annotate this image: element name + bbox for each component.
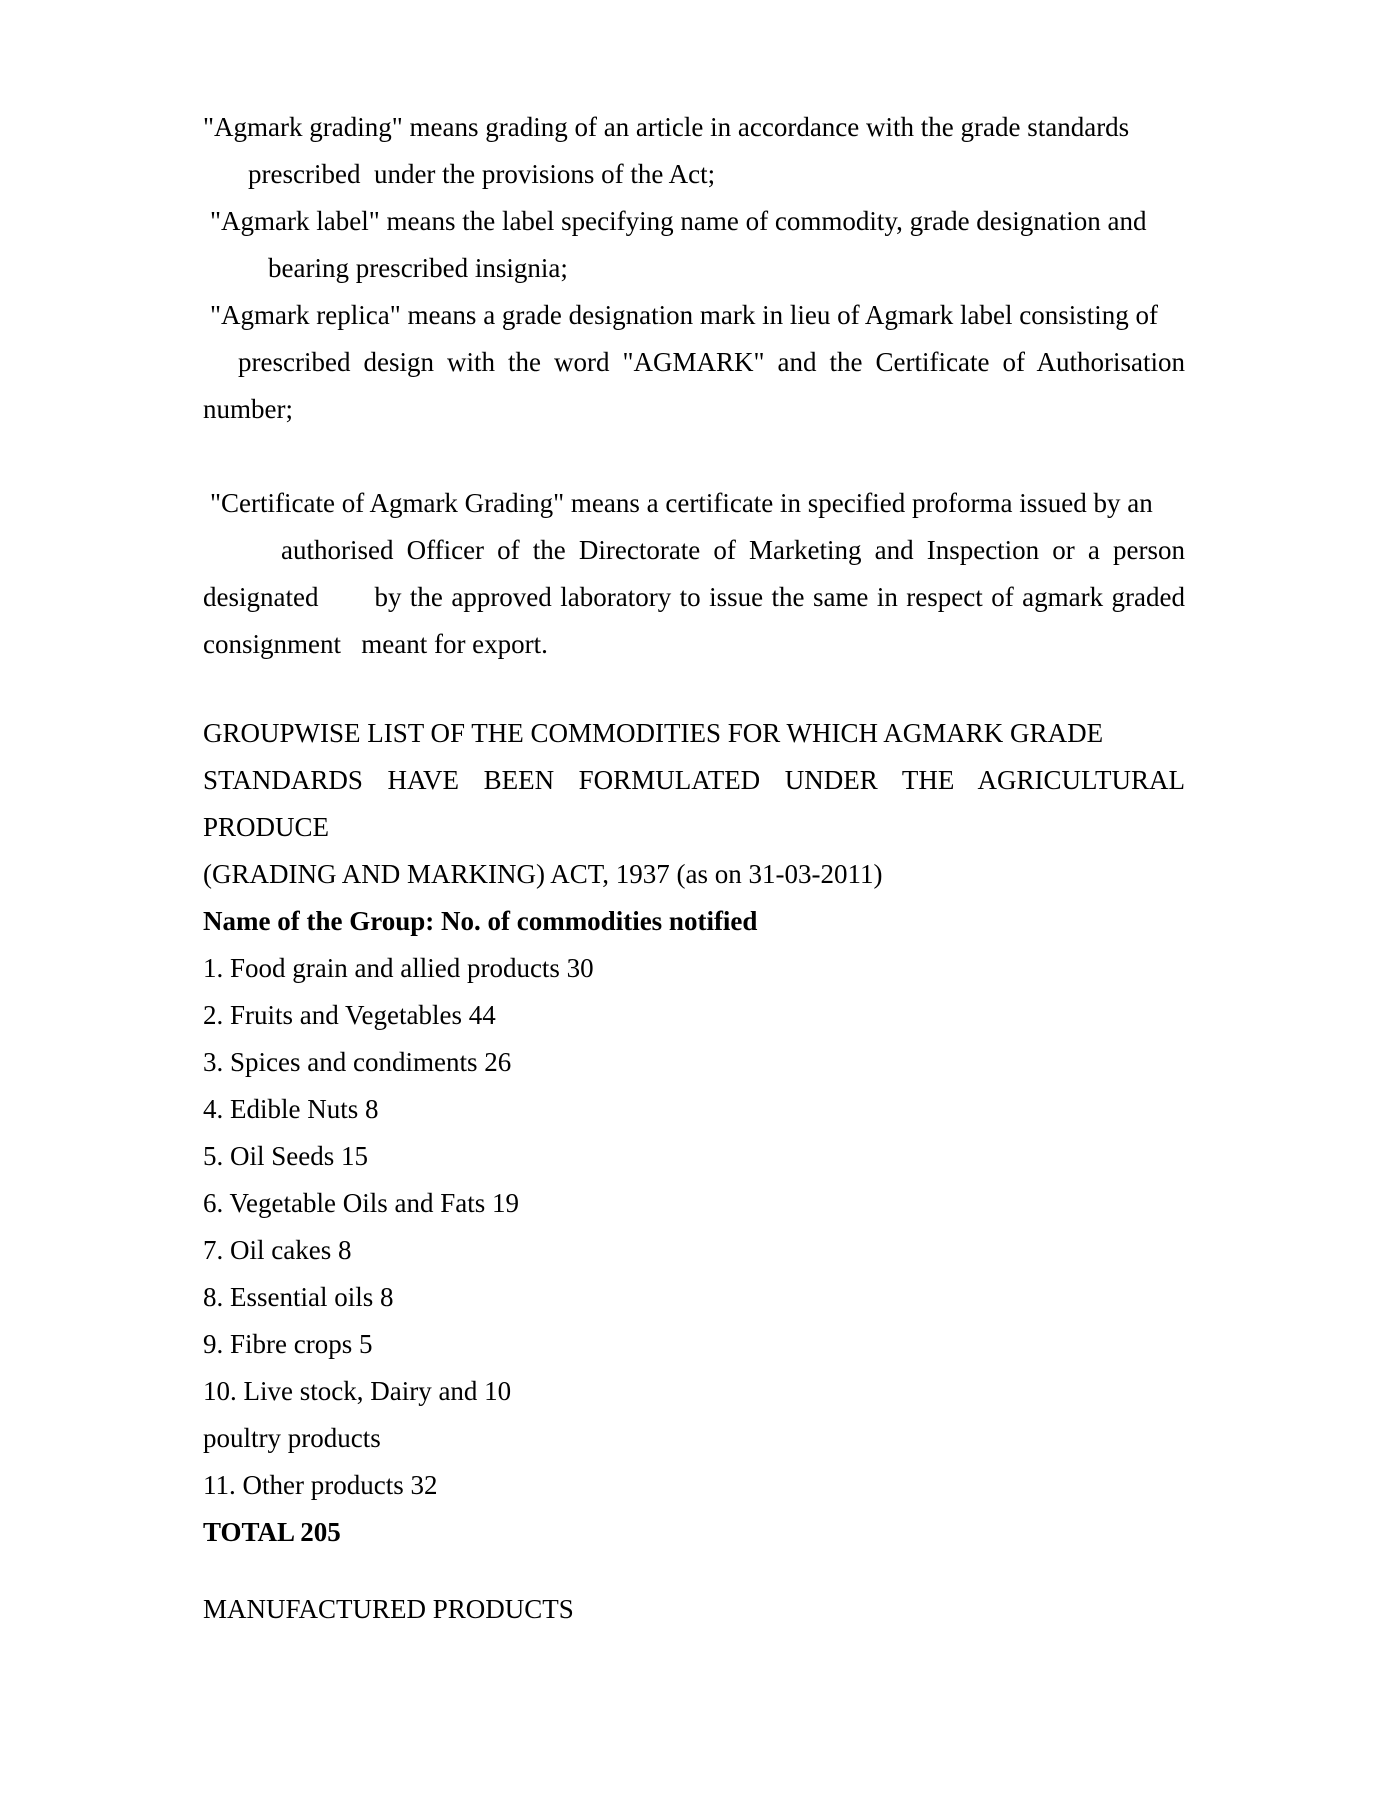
groupwise-heading-line-1: GROUPWISE LIST OF THE COMMODITIES FOR WHICH AGMARK GRADE [203,718,1104,748]
group-list-item-10: 10. Live stock, Dairy and 10 [203,1376,512,1406]
def-certificate-line-3-left: designated [203,582,319,612]
def-certificate-line-1: "Certificate of Agmark Grading" means a certificate in specified proforma issued by an [210,488,1153,518]
group-list-item-7: 7. Oil cakes 8 [203,1235,352,1265]
group-list-item-8: 8. Essential oils 8 [203,1282,394,1312]
group-list-item-11: 11. Other products 32 [203,1470,438,1500]
def-certificate-line-3 [203,574,1185,621]
group-list-item-9: 9. Fibre crops 5 [203,1329,373,1359]
group-list-item-5: 5. Oil Seeds 15 [203,1141,368,1171]
group-list-item-1: 1. Food grain and allied products 30 [203,953,594,983]
act-reference-line: (GRADING AND MARKING) ACT, 1937 (as on 31-03-2011) [203,859,883,889]
def-agmark-grading-line-1: "Agmark grading" means grading of an article in accordance with the grade standards [203,112,1130,142]
manufactured-products-heading: MANUFACTURED PRODUCTS [203,1594,574,1624]
group-list-item-10-continuation: poultry products [203,1423,381,1453]
def-agmark-replica-line-3: number; [203,394,293,424]
def-certificate-line-4: consignment meant for export. [203,629,548,659]
group-list-item-2: 2. Fruits and Vegetables 44 [203,1000,496,1030]
groupwise-heading-line-2: STANDARDS HAVE BEEN FORMULATED UNDER THE AGRICULTURAL [203,765,1185,795]
group-list-item-3: 3. Spices and condiments 26 [203,1047,512,1077]
def-certificate-line-3-right: by the approved laboratory to issue the same in respect of agmark graded [374,582,1185,612]
def-agmark-label-line-1: "Agmark label" means the label specifying name of commodity, grade designation and [210,206,1147,236]
def-agmark-replica-line-2: prescribed design with the word "AGMARK" and the Certificate of Authorisation [238,347,1185,377]
def-agmark-grading-line-2: prescribed under the provisions of the Act; [248,159,716,189]
groupwise-heading-line-3: PRODUCE [203,812,330,842]
group-list-item-4: 4. Edible Nuts 8 [203,1094,379,1124]
def-agmark-replica-line-1: "Agmark replica" means a grade designation mark in lieu of Agmark label consisting of [210,300,1159,330]
total-line: TOTAL 205 [203,1517,341,1547]
def-certificate-line-2: authorised Officer of the Directorate of Marketing and Inspection or a person [281,535,1185,565]
group-list-header: Name of the Group: No. of commodities notified [203,906,758,936]
def-agmark-label-line-2: bearing prescribed insignia; [268,253,568,283]
document-body [203,104,1185,1633]
group-list-item-6: 6. Vegetable Oils and Fats 19 [203,1188,519,1218]
